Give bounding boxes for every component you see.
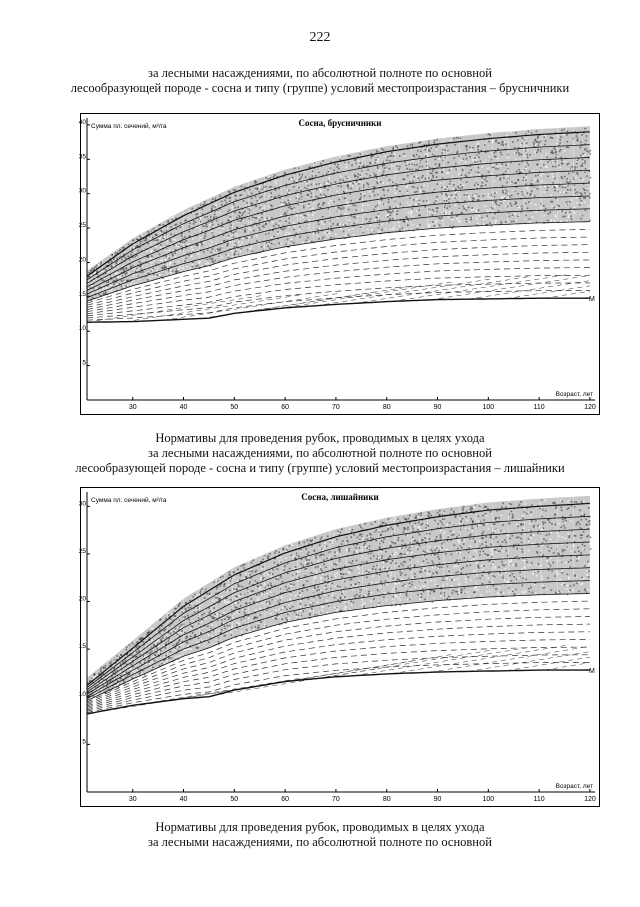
x-tick-label: 70 (332, 404, 340, 411)
x-axis-label: Возраст, лет (555, 783, 593, 790)
x-tick-label: 90 (433, 796, 442, 803)
x-tick-label: 110 (533, 404, 545, 411)
x-tick-label: 100 (482, 404, 495, 411)
y-tick-label: 25 (78, 547, 86, 555)
dashed-curve (87, 275, 590, 316)
y-tick-label: 15 (78, 290, 86, 298)
y-tick-label: 20 (78, 595, 86, 603)
caption-line: за лесными насаждениями, по абсолютной полноте по основной (148, 446, 492, 460)
hatch-line (468, 652, 590, 672)
chart-title: Сосна, лишайники (301, 492, 379, 502)
x-tick-label: 50 (230, 796, 239, 803)
dashed-curve (87, 283, 590, 318)
x-tick-label: 60 (281, 404, 290, 411)
y-axis-label: Сумма пл. сечений, м²/га (91, 123, 167, 130)
x-tick-label: 90 (433, 404, 442, 411)
chart-svg (78, 114, 599, 414)
caption-line: Нормативы для проведения рубок, проводимых в целях ухода (155, 820, 485, 834)
caption-middle (0, 431, 640, 476)
x-tick-label: 40 (179, 796, 188, 803)
series-label-m: М (589, 668, 595, 676)
y-tick-label: 30 (78, 187, 86, 195)
y-tick-label: 10 (78, 325, 86, 333)
dashed-curve (87, 291, 590, 321)
y-tick-label: 15 (78, 643, 86, 651)
x-tick-label: 70 (332, 796, 340, 803)
hatch-line (544, 291, 590, 298)
caption-line: за лесными насаждениями, по абсолютной полноте по основной (148, 66, 492, 80)
caption-bottom (0, 820, 640, 850)
y-tick-label: 25 (78, 222, 86, 230)
x-tick-label: 30 (128, 404, 137, 411)
caption-line: за лесными насаждениями, по абсолютной полноте по основной (148, 835, 492, 849)
x-axis-label: Возраст, лет (555, 391, 593, 398)
y-tick-label: 20 (78, 256, 86, 264)
x-tick-label: 30 (128, 796, 137, 803)
base-line-m (87, 298, 590, 322)
y-tick-label: 30 (78, 500, 86, 508)
y-tick-label: 5 (82, 359, 86, 367)
chart-svg (78, 488, 599, 806)
x-tick-label: 110 (533, 796, 545, 803)
x-tick-label: 60 (281, 796, 290, 803)
x-tick-label: 80 (382, 404, 391, 411)
x-tick-label: 120 (584, 404, 596, 411)
hatch-line (163, 293, 341, 320)
chart-title: Сосна, брусничники (298, 118, 382, 128)
caption-line: Нормативы для проведения рубок, проводимых в целях ухода (155, 431, 485, 445)
chart-pine-lichen (80, 487, 600, 807)
page-number: 222 (309, 30, 331, 45)
x-tick-label: 120 (584, 796, 596, 803)
hatch-line (430, 275, 590, 299)
hatch-line (278, 654, 456, 683)
hatch-line (506, 657, 590, 671)
y-tick-label: 35 (78, 153, 86, 161)
hatch-line (506, 286, 590, 299)
x-tick-label: 50 (230, 404, 239, 411)
caption-line: лесообразующей породе - сосна и типу (группе) условий местопроизрастания – лишайники (75, 461, 565, 475)
caption-top (0, 66, 640, 96)
chart-pine-lingonberry (80, 113, 600, 415)
y-axis-label: Сумма пл. сечений, м²/га (91, 497, 167, 504)
x-tick-label: 100 (482, 796, 495, 803)
series-label-m: М (589, 296, 595, 304)
x-tick-label: 80 (382, 796, 391, 803)
hatch-line (544, 663, 590, 670)
y-tick-label: 40 (78, 118, 86, 126)
caption-line: лесообразующей породе - сосна и типу (группе) условий местопроизрастания – брусничники (70, 81, 570, 95)
y-tick-label: 10 (78, 690, 86, 698)
y-tick-label: 5 (82, 738, 86, 746)
x-tick-label: 40 (179, 404, 188, 411)
